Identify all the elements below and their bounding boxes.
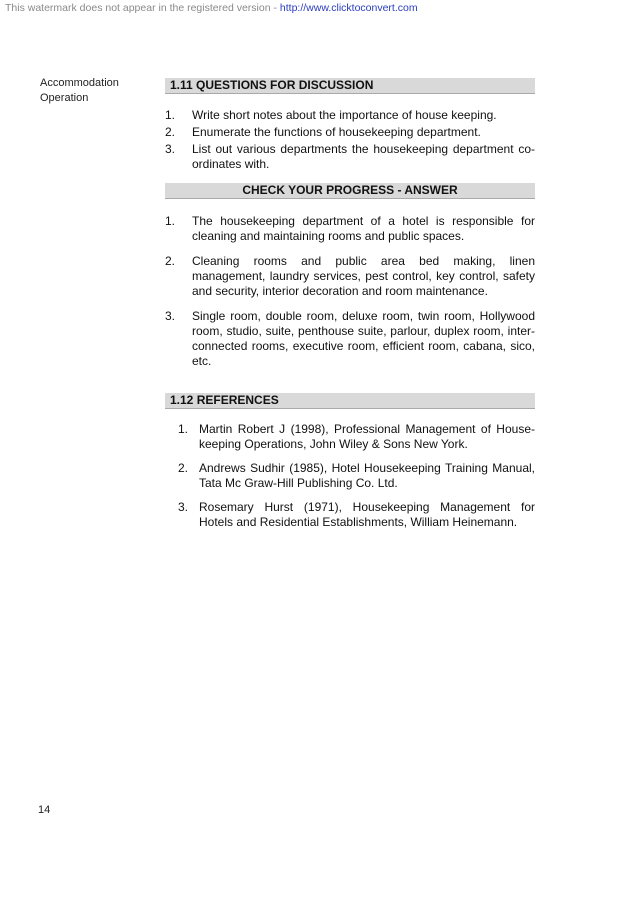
item-text: Martin Robert J (1998), Professional Management of House-keeping Operations, John Wiley & Sons New York. — [199, 422, 535, 451]
watermark-notice — [5, 2, 418, 14]
watermark-link[interactable]: http://www.clicktoconvert.com — [279, 2, 418, 14]
list-item — [165, 309, 535, 369]
references-list — [165, 422, 535, 530]
progress-list — [165, 214, 535, 369]
item-text: The housekeeping department of a hotel is responsible for cleaning and maintaining rooms and public spaces. — [192, 214, 535, 243]
item-number: 3. — [178, 500, 189, 514]
item-text: Cleaning rooms and public area bed making, linen management, laundry services, pest control, key control, safety and security, interior decoration and room maintenance. — [192, 254, 535, 298]
item-number: 2. — [178, 461, 189, 475]
list-item — [165, 461, 535, 491]
list-item — [165, 500, 535, 530]
list-item — [165, 125, 535, 140]
item-number: 3. — [165, 309, 176, 323]
side-section-label — [40, 76, 150, 106]
item-text: Enumerate the functions of housekeeping department. — [192, 125, 481, 139]
item-text: Write short notes about the importance of house keeping. — [192, 108, 497, 122]
list-item — [165, 254, 535, 299]
page-number: 14 — [38, 804, 51, 816]
item-text: Rosemary Hurst (1971), Housekeeping Management for Hotels and Residential Establishments, William Heinemann. — [199, 500, 535, 529]
item-number: 1. — [165, 214, 176, 228]
discussion-heading: 1.11 QUESTIONS FOR DISCUSSION — [165, 78, 535, 94]
progress-section — [165, 183, 535, 369]
progress-heading: CHECK YOUR PROGRESS - ANSWER — [165, 183, 535, 199]
list-item — [165, 422, 535, 452]
discussion-section — [165, 78, 535, 172]
item-number: 1. — [178, 422, 189, 436]
references-section — [165, 393, 535, 539]
item-number: 2. — [165, 254, 176, 268]
list-item — [165, 108, 535, 123]
list-item — [165, 142, 535, 172]
item-text: Single room, double room, deluxe room, twin room, Hollywood room, studio, suite, penthouse suite, parlour, duplex room, inter-connected rooms, executive room, efficient room, cabana, sico, etc. — [192, 309, 535, 368]
item-number: 3. — [165, 142, 176, 156]
side-label-line-1: Accommodation — [40, 77, 119, 89]
side-label-line-2: Operation — [40, 92, 89, 104]
references-heading: 1.12 REFERENCES — [165, 393, 535, 409]
item-number: 2. — [165, 125, 176, 139]
list-item — [165, 214, 535, 244]
item-text: List out various departments the housekeeping department co-ordinates with. — [192, 142, 535, 171]
item-number: 1. — [165, 108, 176, 122]
discussion-list — [165, 108, 535, 172]
watermark-text: This watermark does not appear in the registered version - — [5, 2, 280, 14]
item-text: Andrews Sudhir (1985), Hotel Housekeeping Training Manual, Tata Mc Graw-Hill Publishing Co. Ltd. — [199, 461, 535, 490]
